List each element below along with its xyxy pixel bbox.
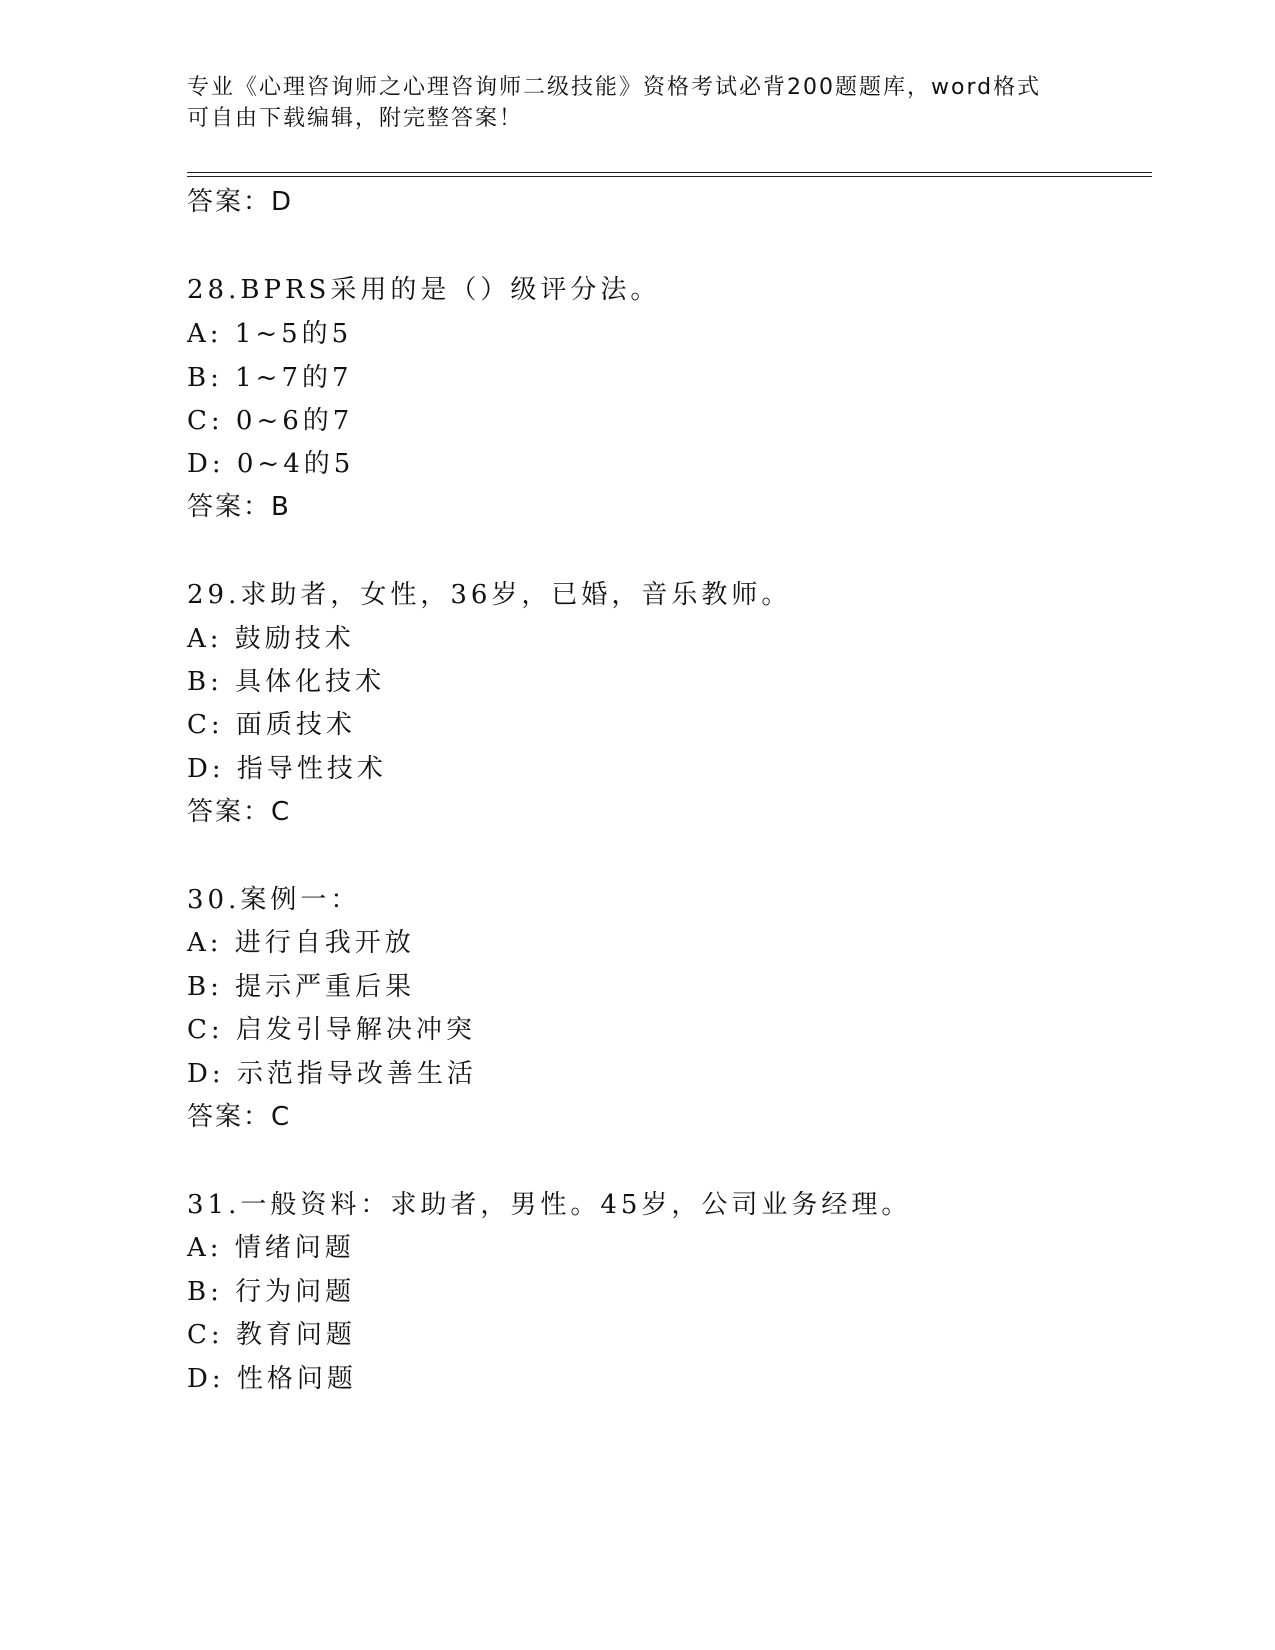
option-30-c: C: 启发引导解决冲突 bbox=[187, 1015, 476, 1045]
option-31-a: A: 情绪问题 bbox=[187, 1233, 355, 1263]
answer-q27: 答案：D bbox=[187, 187, 294, 217]
option-28-c: C: 0~6的7 bbox=[187, 406, 354, 436]
question-31: 31.一般资料：求助者，男性。45岁，公司业务经理。 bbox=[187, 1190, 912, 1220]
option-29-a: A: 鼓励技术 bbox=[187, 624, 355, 654]
option-30-b: B: 提示严重后果 bbox=[187, 972, 416, 1002]
option-31-b: B: 行为问题 bbox=[187, 1277, 356, 1307]
header-title-line-2: 可自由下载编辑，附完整答案！ bbox=[187, 106, 524, 131]
answer-q29: 答案：C bbox=[187, 797, 292, 827]
option-28-b: B: 1~7的7 bbox=[187, 363, 353, 393]
option-31-d: D: 性格问题 bbox=[187, 1364, 357, 1394]
answer-q28: 答案：B bbox=[187, 492, 291, 522]
header-rule-top bbox=[187, 172, 1152, 173]
option-29-b: B: 具体化技术 bbox=[187, 667, 386, 697]
header-rule-bottom bbox=[187, 176, 1152, 177]
option-29-d: D: 指导性技术 bbox=[187, 754, 387, 784]
answer-q30: 答案：C bbox=[187, 1102, 292, 1132]
option-28-a: A: 1~5的5 bbox=[187, 319, 353, 349]
option-30-d: D: 示范指导改善生活 bbox=[187, 1059, 477, 1089]
option-30-a: A: 进行自我开放 bbox=[187, 928, 415, 958]
question-30: 30.案例一： bbox=[187, 885, 361, 915]
header-title-line-1: 专业《心理咨询师之心理咨询师二级技能》资格考试必背200题题库，word格式 bbox=[187, 75, 1042, 100]
option-31-c: C: 教育问题 bbox=[187, 1320, 356, 1350]
question-29: 29.求助者，女性，36岁，已婚，音乐教师。 bbox=[187, 580, 792, 610]
question-28: 28.BPRS采用的是（）级评分法。 bbox=[187, 275, 661, 305]
option-28-d: D: 0~4的5 bbox=[187, 449, 355, 479]
option-29-c: C: 面质技术 bbox=[187, 710, 356, 740]
